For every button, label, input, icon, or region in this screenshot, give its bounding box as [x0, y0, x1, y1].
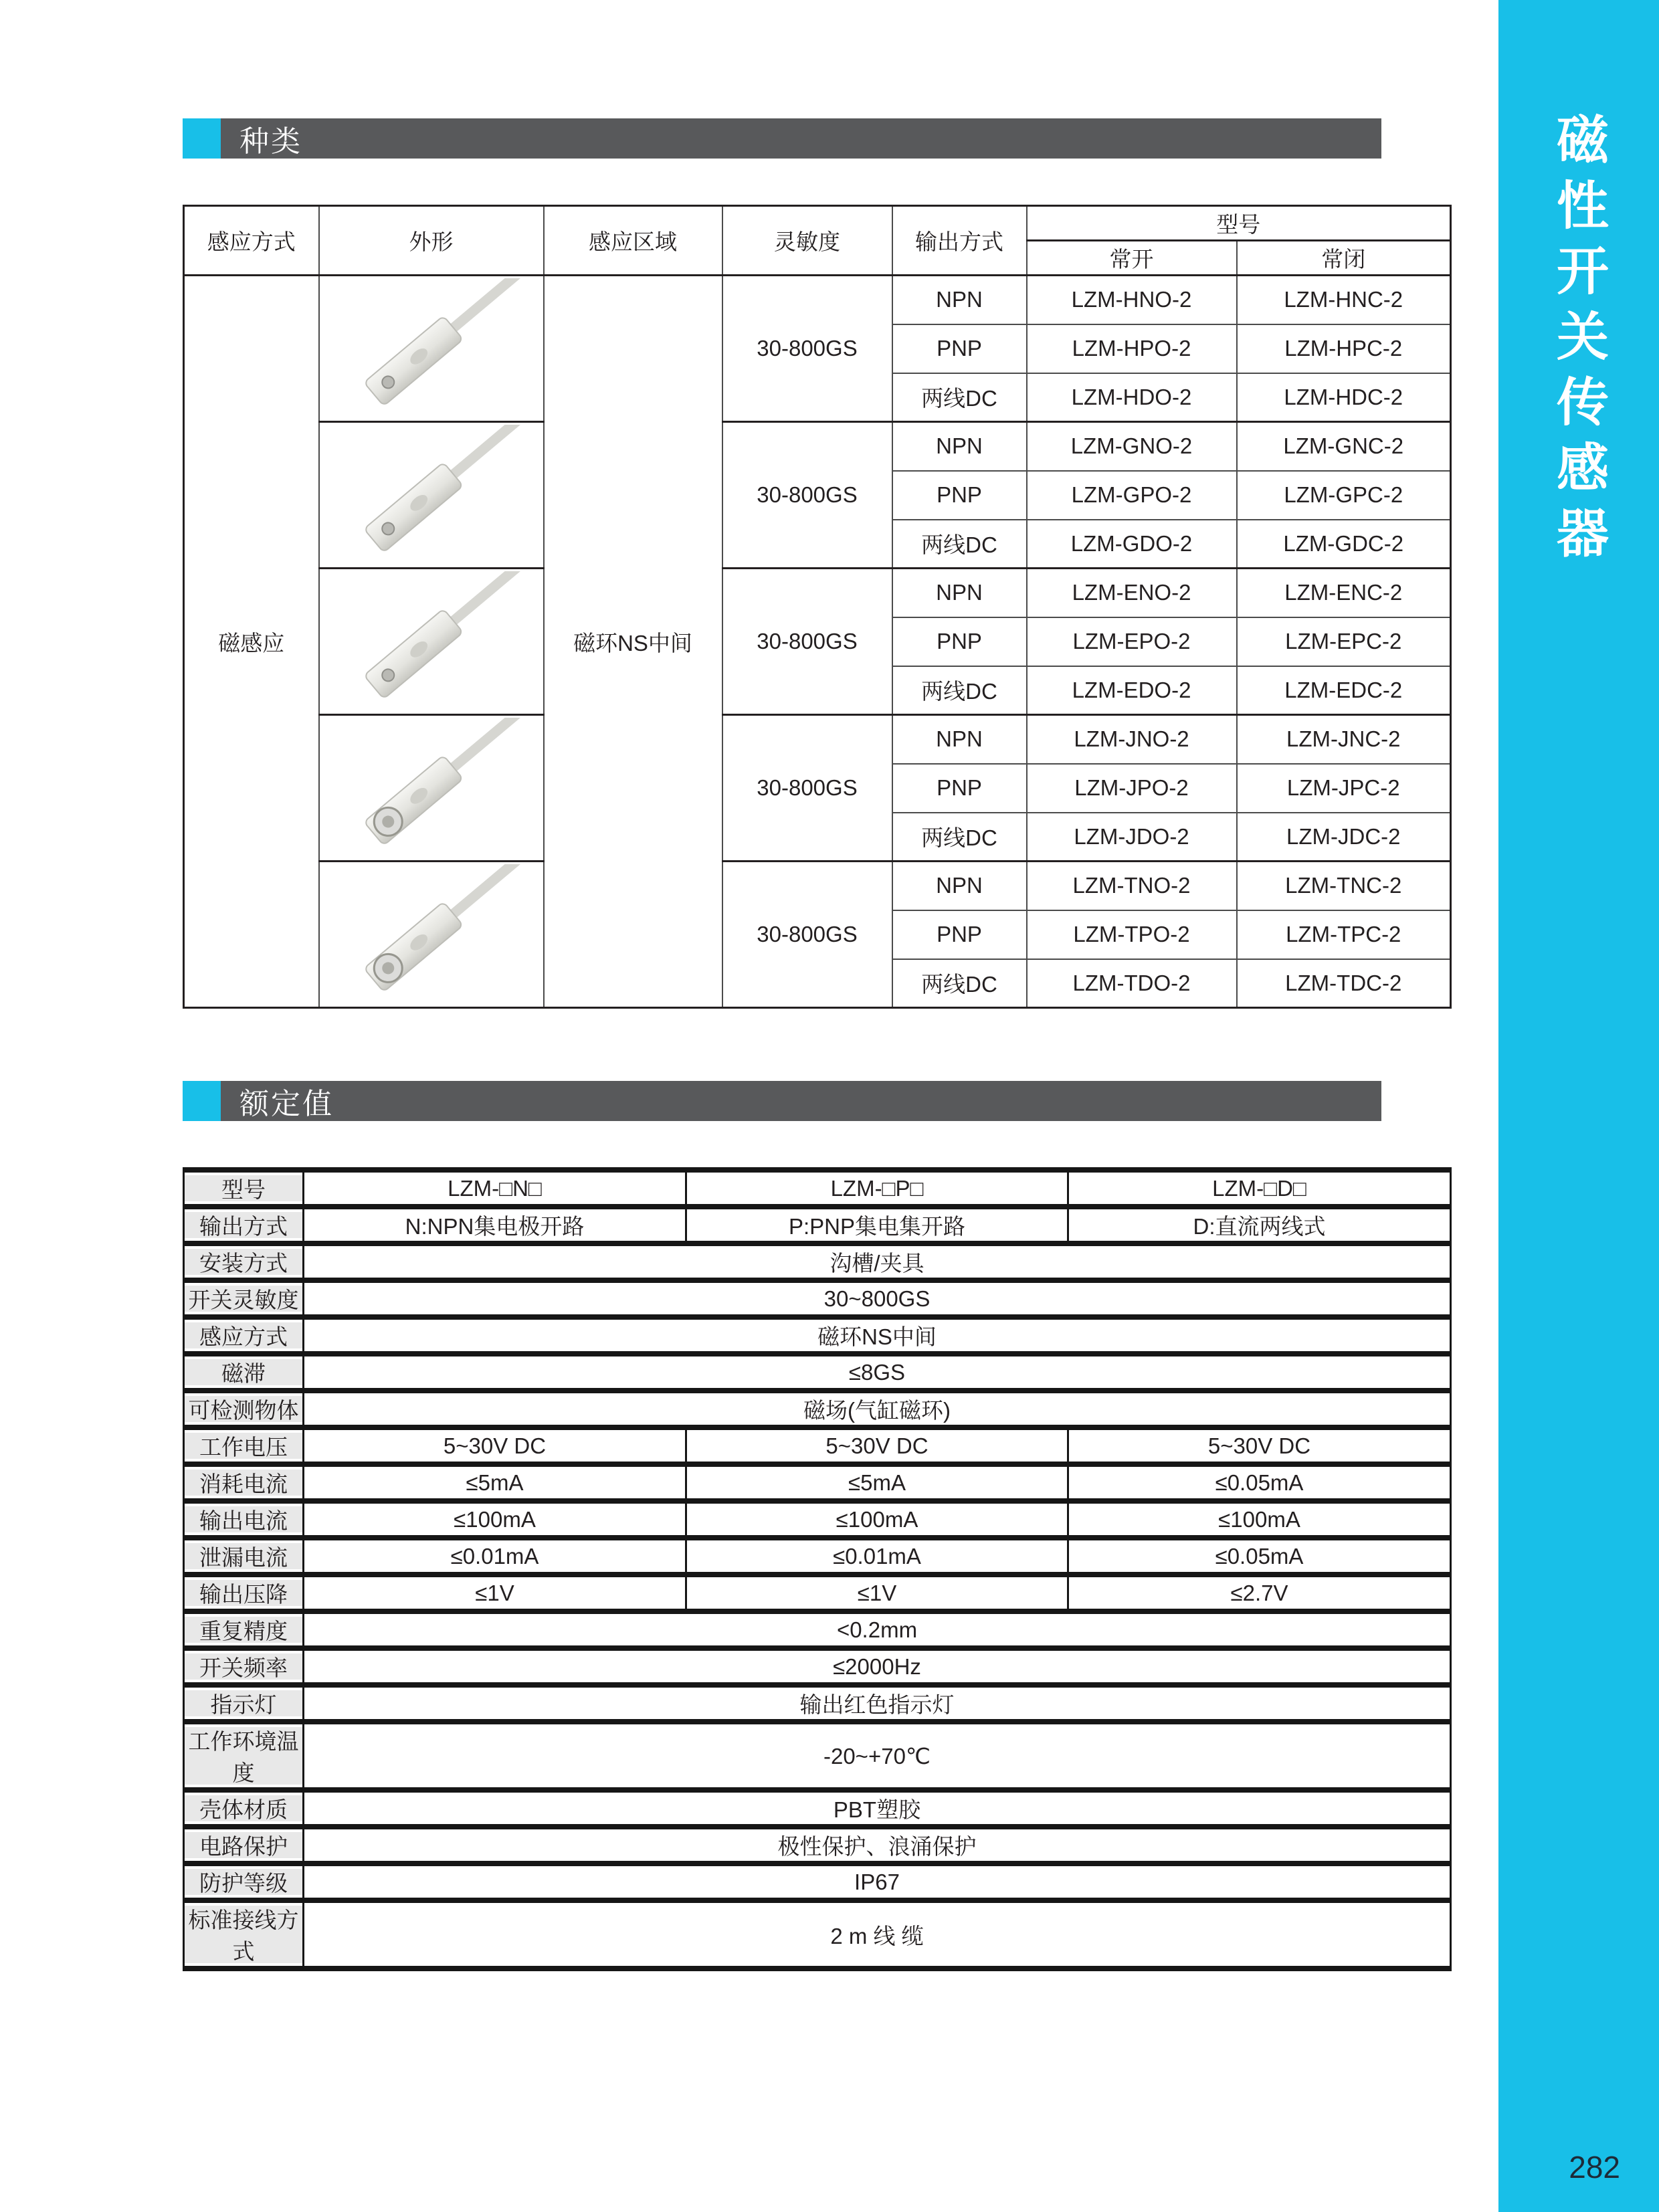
product-photo: [319, 569, 544, 715]
spec-value-cell: ≤100mA: [304, 1501, 686, 1538]
spec-value-cell: LZM-□N□: [304, 1170, 686, 1207]
spec-value-cell: ≤1V: [304, 1575, 686, 1611]
output-type-cell: 两线DC: [892, 666, 1027, 715]
ratings-row: [184, 1464, 1451, 1501]
ratings-row: [184, 1354, 1451, 1391]
output-type-cell: NPN: [892, 569, 1027, 617]
spec-value-cell: 5~30V DC: [686, 1427, 1068, 1464]
product-photo: [319, 862, 544, 1008]
spec-label-cell: 防护等级: [184, 1864, 304, 1900]
model-normally-closed-cell: LZM-EPC-2: [1237, 617, 1451, 666]
ratings-row: [184, 1317, 1451, 1354]
model-normally-closed-cell: LZM-HPC-2: [1237, 324, 1451, 373]
ratings-row: [184, 1243, 1451, 1280]
output-type-cell: NPN: [892, 862, 1027, 910]
output-type-cell: PNP: [892, 910, 1027, 959]
spec-value-cell: ≤2.7V: [1068, 1575, 1451, 1611]
types-table: [183, 205, 1452, 1009]
ratings-row: [184, 1501, 1451, 1538]
model-normally-closed-cell: LZM-JPC-2: [1237, 764, 1451, 813]
output-type-cell: NPN: [892, 422, 1027, 471]
spec-value-cell: ≤100mA: [686, 1501, 1068, 1538]
spec-value-cell: LZM-□D□: [1068, 1170, 1451, 1207]
spec-label-cell: 磁滞: [184, 1354, 304, 1391]
model-normally-open-cell: LZM-EDO-2: [1027, 666, 1237, 715]
spec-value-cell: 输出红色指示灯: [304, 1685, 1451, 1722]
types-row: [184, 569, 1451, 617]
spec-value-cell: 30~800GS: [304, 1280, 1451, 1317]
model-normally-closed-cell: LZM-HNC-2: [1237, 276, 1451, 324]
sidebar-title: 磁性开关传感器: [1549, 112, 1608, 571]
ratings-row: [184, 1900, 1451, 1969]
accent-square-icon: [183, 1081, 221, 1121]
model-normally-closed-cell: LZM-JNC-2: [1237, 715, 1451, 764]
spec-value-cell: ≤0.01mA: [304, 1538, 686, 1575]
col-header-sensing-method: 感应方式: [184, 206, 319, 276]
output-type-cell: PNP: [892, 764, 1027, 813]
ratings-row: [184, 1170, 1451, 1207]
model-normally-open-cell: LZM-GPO-2: [1027, 471, 1237, 520]
ratings-row: [184, 1722, 1451, 1790]
spec-label-cell: 指示灯: [184, 1685, 304, 1722]
sensor-photo-angled-icon: [331, 278, 532, 419]
model-normally-open-cell: LZM-ENO-2: [1027, 569, 1237, 617]
spec-label-cell: 消耗电流: [184, 1464, 304, 1501]
spec-value-cell: -20~+70℃: [304, 1722, 1451, 1790]
spec-label-cell: 工作环境温度: [184, 1722, 304, 1790]
spec-label-cell: 型号: [184, 1170, 304, 1207]
spec-value-cell: 5~30V DC: [1068, 1427, 1451, 1464]
product-photo: [319, 276, 544, 422]
model-normally-open-cell: LZM-HPO-2: [1027, 324, 1237, 373]
spec-label-cell: 开关频率: [184, 1648, 304, 1685]
spec-value-cell: ≤0.05mA: [1068, 1538, 1451, 1575]
spec-value-cell: 沟槽/夹具: [304, 1243, 1451, 1280]
col-header-shape: 外形: [319, 206, 544, 276]
spec-label-cell: 安装方式: [184, 1243, 304, 1280]
output-type-cell: 两线DC: [892, 959, 1027, 1008]
spec-value-cell: ≤5mA: [686, 1464, 1068, 1501]
ratings-row: [184, 1611, 1451, 1648]
model-normally-open-cell: LZM-JDO-2: [1027, 813, 1237, 862]
sensitivity-cell: 30-800GS: [722, 276, 892, 422]
sidebar: [1498, 0, 1659, 2212]
types-row: [184, 715, 1451, 764]
model-normally-closed-cell: LZM-JDC-2: [1237, 813, 1451, 862]
spec-label-cell: 输出电流: [184, 1501, 304, 1538]
output-type-cell: NPN: [892, 715, 1027, 764]
spec-value-cell: ≤0.05mA: [1068, 1464, 1451, 1501]
model-normally-closed-cell: LZM-EDC-2: [1237, 666, 1451, 715]
section-bar-ratings: [183, 1081, 1381, 1121]
spec-value-cell: PBT塑胶: [304, 1790, 1451, 1827]
model-normally-open-cell: LZM-TNO-2: [1027, 862, 1237, 910]
spec-value-cell: 5~30V DC: [304, 1427, 686, 1464]
section-title-ratings: 额定值: [239, 1088, 334, 1120]
model-normally-closed-cell: LZM-GPC-2: [1237, 471, 1451, 520]
spec-value-cell: D:直流两线式: [1068, 1207, 1451, 1243]
section-title-types: 种类: [239, 125, 302, 158]
spec-value-cell: ≤100mA: [1068, 1501, 1451, 1538]
model-normally-open-cell: LZM-GNO-2: [1027, 422, 1237, 471]
spec-label-cell: 重复精度: [184, 1611, 304, 1648]
model-normally-closed-cell: LZM-ENC-2: [1237, 569, 1451, 617]
output-type-cell: PNP: [892, 471, 1027, 520]
types-row: [184, 422, 1451, 471]
model-normally-open-cell: LZM-TDO-2: [1027, 959, 1237, 1008]
types-row: [184, 276, 1451, 324]
model-normally-closed-cell: LZM-TNC-2: [1237, 862, 1451, 910]
model-normally-open-cell: LZM-JNO-2: [1027, 715, 1237, 764]
col-header-output-type: 输出方式: [892, 206, 1027, 276]
page-number: 282: [1569, 2150, 1620, 2185]
spec-value-cell: ≤1V: [686, 1575, 1068, 1611]
ratings-row: [184, 1280, 1451, 1317]
spec-value-cell: 磁场(气缸磁环): [304, 1391, 1451, 1427]
sensitivity-cell: 30-800GS: [722, 862, 892, 1008]
spec-label-cell: 输出方式: [184, 1207, 304, 1243]
spec-value-cell: N:NPN集电极开路: [304, 1207, 686, 1243]
section-bar-types: [183, 118, 1381, 159]
spec-value-cell: <0.2mm: [304, 1611, 1451, 1648]
model-normally-open-cell: LZM-TPO-2: [1027, 910, 1237, 959]
model-normally-closed-cell: LZM-GDC-2: [1237, 520, 1451, 569]
model-normally-open-cell: LZM-EPO-2: [1027, 617, 1237, 666]
model-normally-closed-cell: LZM-TPC-2: [1237, 910, 1451, 959]
sensitivity-cell: 30-800GS: [722, 422, 892, 569]
spec-label-cell: 工作电压: [184, 1427, 304, 1464]
ratings-row: [184, 1685, 1451, 1722]
output-type-cell: NPN: [892, 276, 1027, 324]
sensitivity-cell: 30-800GS: [722, 715, 892, 862]
sensitivity-cell: 30-800GS: [722, 569, 892, 715]
spec-label-cell: 输出压降: [184, 1575, 304, 1611]
sensor-photo-bolt-icon: [331, 864, 532, 1005]
model-normally-open-cell: LZM-HDO-2: [1027, 373, 1237, 422]
ratings-row: [184, 1575, 1451, 1611]
ratings-row: [184, 1648, 1451, 1685]
output-type-cell: PNP: [892, 617, 1027, 666]
sensing-method-cell: 磁感应: [184, 276, 319, 1008]
spec-value-cell: 极性保护、浪涌保护: [304, 1827, 1451, 1864]
spec-label-cell: 可检测物体: [184, 1391, 304, 1427]
ratings-table: [183, 1167, 1452, 1971]
spec-value-cell: 2 m 线 缆: [304, 1900, 1451, 1969]
spec-value-cell: LZM-□P□: [686, 1170, 1068, 1207]
col-header-sensing-area: 感应区域: [544, 206, 722, 276]
spec-label-cell: 感应方式: [184, 1317, 304, 1354]
spec-value-cell: ≤8GS: [304, 1354, 1451, 1391]
col-header-normally-open: 常开: [1027, 241, 1237, 276]
product-photo: [319, 422, 544, 569]
types-table-body: [184, 276, 1451, 1008]
model-normally-closed-cell: LZM-HDC-2: [1237, 373, 1451, 422]
ratings-row: [184, 1391, 1451, 1427]
ratings-row: [184, 1864, 1451, 1900]
types-row: [184, 862, 1451, 910]
accent-square-icon: [183, 118, 221, 159]
spec-label-cell: 标准接线方式: [184, 1900, 304, 1969]
spec-value-cell: P:PNP集电集开路: [686, 1207, 1068, 1243]
model-normally-open-cell: LZM-HNO-2: [1027, 276, 1237, 324]
output-type-cell: 两线DC: [892, 813, 1027, 862]
model-normally-closed-cell: LZM-TDC-2: [1237, 959, 1451, 1008]
product-photo: [319, 715, 544, 862]
model-normally-closed-cell: LZM-GNC-2: [1237, 422, 1451, 471]
output-type-cell: PNP: [892, 324, 1027, 373]
spec-label-cell: 开关灵敏度: [184, 1280, 304, 1317]
spec-value-cell: ≤2000Hz: [304, 1648, 1451, 1685]
ratings-table-body: [184, 1170, 1451, 1969]
ratings-row: [184, 1427, 1451, 1464]
spec-label-cell: 电路保护: [184, 1827, 304, 1864]
ratings-row: [184, 1207, 1451, 1243]
col-header-model: 型号: [1027, 206, 1451, 241]
sensing-area-cell: 磁环NS中间: [544, 276, 722, 1008]
col-header-normally-closed: 常闭: [1237, 241, 1451, 276]
output-type-cell: 两线DC: [892, 520, 1027, 569]
model-normally-open-cell: LZM-GDO-2: [1027, 520, 1237, 569]
spec-label-cell: 壳体材质: [184, 1790, 304, 1827]
spec-value-cell: ≤5mA: [304, 1464, 686, 1501]
ratings-row: [184, 1827, 1451, 1864]
spec-value-cell: IP67: [304, 1864, 1451, 1900]
sensor-photo-bolt-icon: [331, 718, 532, 858]
sensor-photo-angled-icon: [331, 571, 532, 712]
spec-value-cell: 磁环NS中间: [304, 1317, 1451, 1354]
col-header-sensitivity: 灵敏度: [722, 206, 892, 276]
output-type-cell: 两线DC: [892, 373, 1027, 422]
ratings-row: [184, 1538, 1451, 1575]
model-normally-open-cell: LZM-JPO-2: [1027, 764, 1237, 813]
spec-value-cell: ≤0.01mA: [686, 1538, 1068, 1575]
ratings-row: [184, 1790, 1451, 1827]
sensor-photo-angled-icon: [331, 425, 532, 565]
spec-label-cell: 泄漏电流: [184, 1538, 304, 1575]
